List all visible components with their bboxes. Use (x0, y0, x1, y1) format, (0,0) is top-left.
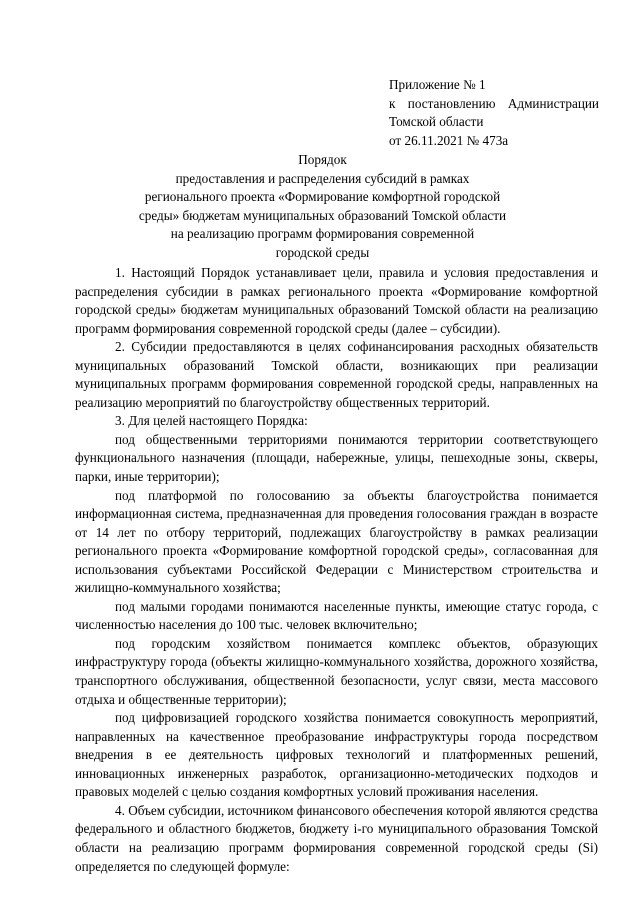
appendix-region: Томской области (389, 114, 484, 130)
appendix-resolution-ref: к постановлению Администрации (389, 95, 599, 111)
title-line: Порядок (298, 152, 347, 167)
title-line: предоставления и распределения субсидий в рамках (175, 170, 470, 186)
paragraph-4: 4. Объем субсидии, источником финансового обеспечения которой являются средства федерального и областного бюджетов, бюджету i-го муниципального образования Томской области на реализацию программ формирования современной городской среды (Si) определяется по следующей формуле: (75, 802, 599, 874)
appendix-header (389, 76, 599, 150)
definition-urban-economy: под городским хозяйством понимается комплекс объектов, образующих инфраструктуру города (объекты жилищно-коммунального хозяйства, дорожного хозяйства, транспортного обслуживания, общественной безопасности, услуг связи, места массового отдыха и общественные территории); (75, 635, 598, 707)
definition-small-towns: под малыми городами понимаются населенные пункты, имеющие статус города, с численностью населения до 100 тыс. человек включительно; (75, 598, 598, 633)
title-line: регионального проекта «Формирование комфортной городской (144, 189, 501, 204)
definition-voting-platform: под платформой по голосованию за объекты благоустройства понимается информационная система, предназначенная для проведения голосования граждан в возрасте от 14 лет по отбору территорий, подлежащих благоустройству в рамках реализации регионального проекта «Формирование комфортной городской среды», согласованная для использования субъектами Российской Федерации с Министерством строительства и жилищно-коммунального хозяйства; (75, 487, 598, 596)
paragraph-1: 1. Настоящий Порядок устанавливает цели, правила и условия предоставления и распределения субсидии в рамках регионального проекта «Формирование комфортной городской среды» бюджетам муниципальных образований Томской области на реализацию программ формирования современной городской среды (далее – субсидии). (75, 265, 598, 336)
appendix-date: от 26.11.2021 № 473а (389, 132, 509, 148)
document-title (100, 151, 545, 262)
paragraph-3: 3. Для целей настоящего Порядка: (115, 413, 308, 429)
title-line: на реализацию программ формирования современной (170, 226, 475, 241)
definition-public-territories: под общественными территориями понимаются территории соответствующего функционального назначения (площади, набережные, улицы, пешеходные зоны, скверы, парки, иные территории); (75, 431, 598, 485)
appendix-number: Приложение № 1 (389, 77, 486, 92)
definition-digitalization: под цифровизацией городского хозяйства понимается совокупность мероприятий, направленных на качественное преобразование инфраструктуры города посредством внедрения в ее деятельность цифровых технологий и платформенных решений, инновационных инженерных разработок, организационно-методических подходов и правовых моделей с целью создания комфортных условий проживания населения. (75, 710, 598, 800)
title-line: городской среды (275, 244, 370, 260)
paragraph-2: 2. Субсидии предоставляются в целях софинансирования расходных обязательств муниципальных образований Томской области, возникающих при реализации муниципальных программ формирования современной городской среды, направленных на реализацию мероприятий по благоустройству общественных территорий. (75, 339, 598, 410)
title-line: среды» бюджетам муниципальных образований Томской области (138, 207, 507, 223)
document-body (75, 264, 598, 876)
